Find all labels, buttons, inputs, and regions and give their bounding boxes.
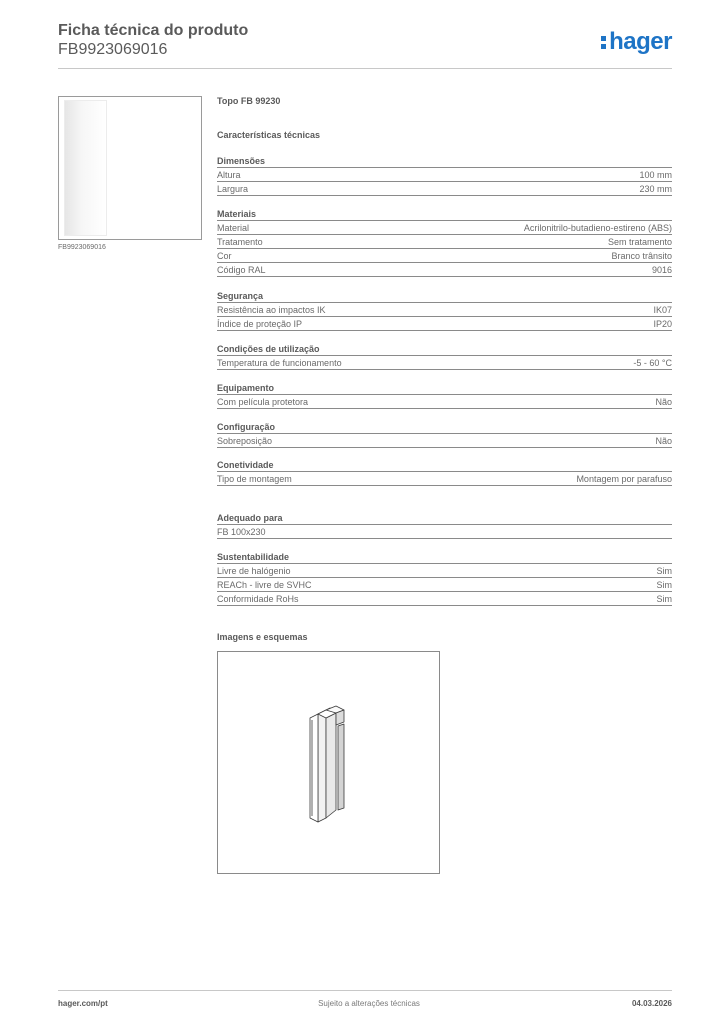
spec-value: Sem tratamento [607, 237, 672, 247]
section-configuracao [217, 420, 672, 448]
spec-row [217, 182, 672, 196]
spec-label: Material [217, 223, 250, 233]
thumbnail-caption: FB9923069016 [58, 244, 106, 251]
spec-value: Não [655, 397, 672, 407]
section-seguranca [217, 289, 672, 331]
spec-value: Branco trânsito [611, 251, 672, 261]
spec-value: Sim [656, 566, 672, 576]
spec-row [217, 395, 672, 409]
section-title: Equipamento [217, 381, 672, 395]
product-name: Topo FB 99230 [217, 96, 281, 106]
section-sustentabilidade [217, 550, 672, 606]
technical-drawing [217, 651, 440, 874]
spec-label: Resistência ao impactos IK [217, 305, 326, 315]
section-adequado-para [217, 511, 672, 539]
spec-row [217, 168, 672, 182]
product-thumbnail [58, 96, 202, 240]
spec-value: -5 - 60 °C [633, 358, 672, 368]
section-title: Configuração [217, 420, 672, 434]
spec-value: 9016 [651, 265, 672, 275]
spec-label: Cor [217, 251, 232, 261]
spec-value: Montagem por parafuso [576, 474, 672, 484]
section-dimensoes [217, 154, 672, 196]
spec-row [217, 592, 672, 606]
spec-row [217, 472, 672, 486]
spec-row [217, 356, 672, 370]
section-materiais [217, 207, 672, 277]
section-condicoes-utilizacao [217, 342, 672, 370]
section-conetividade [217, 458, 672, 486]
spec-label: Altura [217, 170, 241, 180]
spec-row [217, 221, 672, 235]
section-title: Materiais [217, 207, 672, 221]
spec-value: 100 mm [639, 170, 672, 180]
spec-label: Com película protetora [217, 397, 309, 407]
spec-row [217, 303, 672, 317]
hager-logo [601, 28, 672, 56]
spec-label: REACh - livre de SVHC [217, 580, 312, 590]
spec-row [217, 434, 672, 448]
spec-row [217, 263, 672, 277]
spec-row [217, 249, 672, 263]
section-title: Adequado para [217, 511, 672, 525]
spec-value: IK07 [653, 305, 672, 315]
spec-value: Sim [656, 594, 672, 604]
logo-dots-icon [601, 32, 607, 50]
images-heading: Imagens e esquemas [217, 632, 308, 642]
header-divider [58, 68, 672, 69]
spec-label: Tipo de montagem [217, 474, 292, 484]
section-title: Segurança [217, 289, 672, 303]
section-title: Conetividade [217, 458, 672, 472]
spec-value: 230 mm [639, 184, 672, 194]
spec-label: Código RAL [217, 265, 266, 275]
spec-value: IP20 [653, 319, 672, 329]
logo-text: hager [609, 28, 672, 55]
spec-label: Sobreposição [217, 436, 273, 446]
product-photo [64, 100, 107, 236]
spec-label: Índice de proteção IP [217, 319, 303, 329]
spec-label: Largura [217, 184, 249, 194]
footer-date: 04.03.2026 [631, 999, 672, 1008]
spec-label: Temperatura de funcionamento [217, 358, 342, 368]
spec-label: Livre de halógenio [217, 566, 291, 576]
footer-divider [58, 990, 672, 991]
end-cap-drawing-icon [218, 652, 439, 873]
section-equipamento [217, 381, 672, 409]
spec-value: Acrilonitrilo-butadieno-estireno (ABS) [523, 223, 672, 233]
spec-value: Sim [656, 580, 672, 590]
spec-label: FB 100x230 [217, 527, 266, 537]
spec-row [217, 578, 672, 592]
spec-value: Não [655, 436, 672, 446]
section-title: Dimensões [217, 154, 672, 168]
document-header [58, 22, 672, 70]
footer-notice: Sujeito a alterações técnicas [318, 999, 420, 1008]
footer-website-link[interactable]: hager.com/pt [58, 999, 108, 1008]
spec-row [217, 564, 672, 578]
spec-row [217, 317, 672, 331]
section-title: Sustentabilidade [217, 550, 672, 564]
product-reference: FB9923069016 [58, 41, 168, 58]
spec-row [217, 235, 672, 249]
section-title: Condições de utilização [217, 342, 672, 356]
spec-label: Conformidade RoHs [217, 594, 299, 604]
technical-characteristics-heading: Características técnicas [217, 130, 321, 140]
document-title: Ficha técnica do produto [58, 22, 249, 39]
spec-label: Tratamento [217, 237, 263, 247]
spec-row [217, 525, 672, 539]
